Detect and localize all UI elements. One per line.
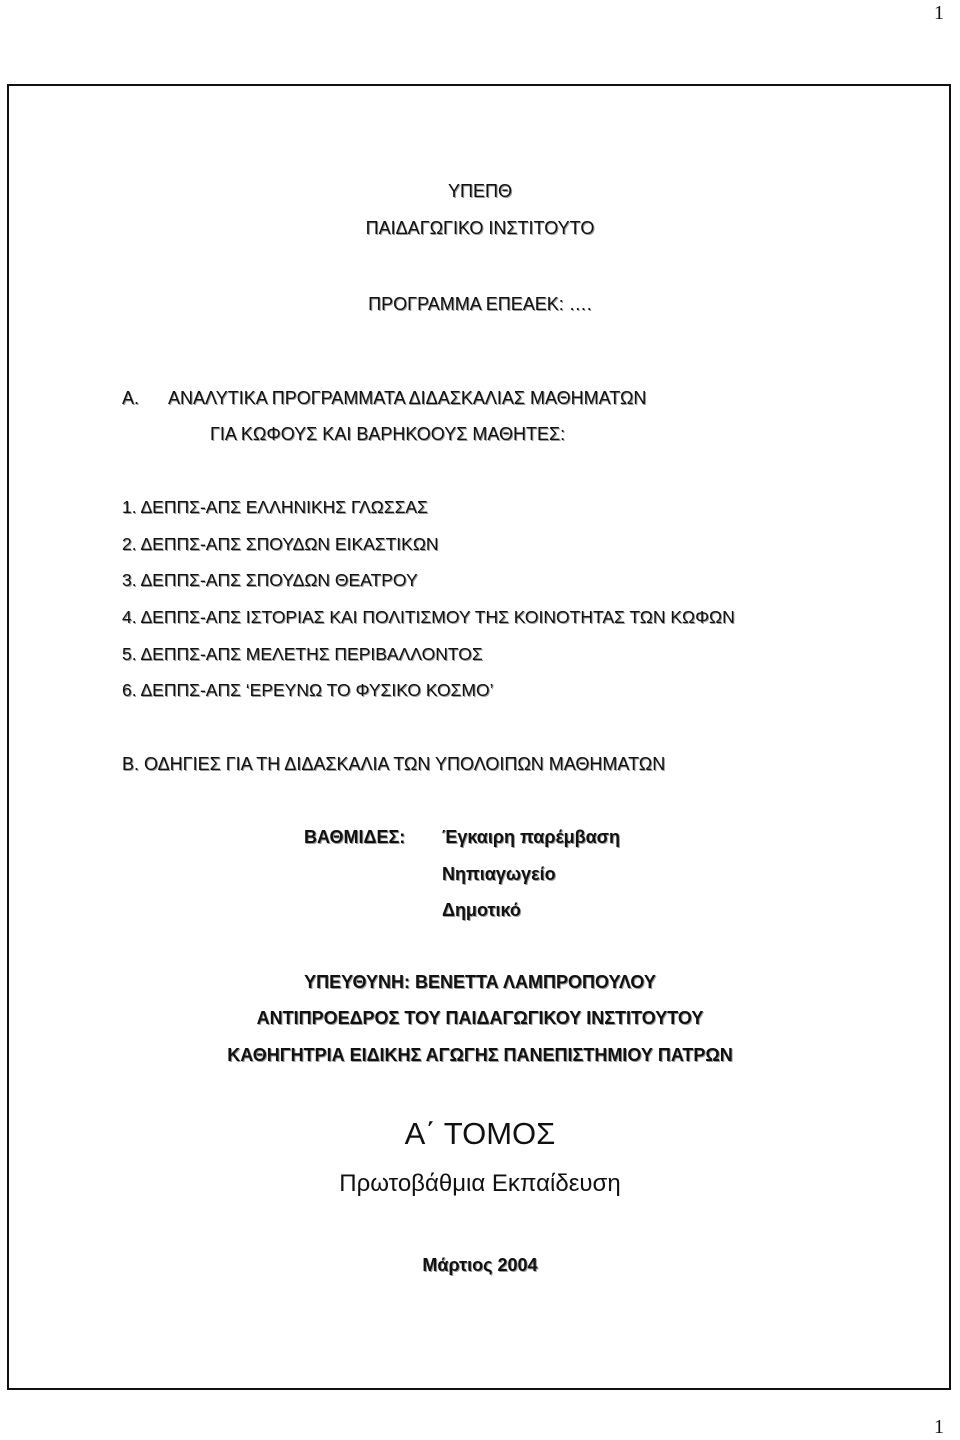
grade-item: Νηπιαγωγείο <box>442 864 556 884</box>
section-a-marker: Α. <box>122 388 140 408</box>
grade-item: Δημοτικό <box>442 900 521 920</box>
publication-date: Μάρτιος 2004 <box>422 1255 538 1275</box>
list-item: 6. ΔΕΠΠΣ-ΑΠΣ ‘ΕΡΕΥΝΩ ΤΟ ΦΥΣΙΚΟ ΚΟΣΜΟ’ <box>122 680 494 700</box>
responsible-role: ΑΝΤΙΠΡΟΕΔΡΟΣ ΤΟΥ ΠΑΙΔΑΓΩΓΙΚΟΥ ΙΝΣΤΙΤΟΥΤΟΥ <box>256 1008 704 1028</box>
list-item: 3. ΔΕΠΠΣ-ΑΠΣ ΣΠΟΥΔΩΝ ΘΕΑΤΡΟΥ <box>122 570 418 590</box>
section-b-title: Β. ΟΔΗΓΙΕΣ ΓΙΑ ΤΗ ΔΙΔΑΣΚΑΛΙΑ ΤΩΝ ΥΠΟΛΟΙΠΩΝ ΜΑΘΗΜΑΤΩΝ <box>122 754 666 774</box>
program-title: ΠΡΟΓΡΑΜΜΑ ΕΠΕΑΕΚ: …. <box>368 294 592 314</box>
section-a-title-line1: ΑΝΑΛΥΤΙΚΑ ΠΡΟΓΡΑΜΜΑΤΑ ΔΙΔΑΣΚΑΛΙΑΣ ΜΑΘΗΜΑΤΩΝ <box>168 388 647 408</box>
volume-title: Α΄ ΤΟΜΟΣ <box>404 1116 556 1151</box>
institute-title: ΠΑΙΔΑΓΩΓΙΚΟ ΙΝΣΤΙΤΟΥΤΟ <box>365 218 595 238</box>
responsible-affiliation: ΚΑΘΗΓΗΤΡΙΑ ΕΙΔΙΚΗΣ ΑΓΩΓΗΣ ΠΑΝΕΠΙΣΤΗΜΙΟΥ ΠΑΤΡΩΝ <box>227 1045 733 1065</box>
page-number-top: 1 <box>934 2 944 24</box>
list-item: 5. ΔΕΠΠΣ-ΑΠΣ ΜΕΛΕΤΗΣ ΠΕΡΙΒΑΛΛΟΝΤΟΣ <box>122 644 483 664</box>
section-a-title-line2: ΓΙΑ ΚΩΦΟΥΣ ΚΑΙ ΒΑΡΗΚΟΟΥΣ ΜΑΘΗΤΕΣ: <box>210 424 566 444</box>
list-item: 4. ΔΕΠΠΣ-ΑΠΣ ΙΣΤΟΡΙΑΣ ΚΑΙ ΠΟΛΙΤΙΣΜΟΥ ΤΗΣ ΚΟΙΝΟΤΗΤΑΣ ΤΩΝ ΚΩΦΩΝ <box>122 607 735 627</box>
grades-label: ΒΑΘΜΙΔΕΣ: <box>304 827 406 847</box>
responsible-name: ΥΠΕΥΘΥΝΗ: ΒΕΝΕΤΤΑ ΛΑΜΠΡΟΠΟΥΛΟΥ <box>304 972 656 992</box>
list-item: 2. ΔΕΠΠΣ-ΑΠΣ ΣΠΟΥΔΩΝ ΕΙΚΑΣΤΙΚΩΝ <box>122 534 439 554</box>
ministry-title: ΥΠΕΠΘ <box>447 181 512 201</box>
volume-subtitle: Πρωτοβάθμια Εκπαίδευση <box>339 1170 621 1197</box>
list-item: 1. ΔΕΠΠΣ-ΑΠΣ ΕΛΛΗΝΙΚΗΣ ΓΛΩΣΣΑΣ <box>122 497 428 517</box>
page-number-bottom: 1 <box>934 1416 944 1438</box>
grade-item: Έγκαιρη παρέμβαση <box>442 827 620 847</box>
